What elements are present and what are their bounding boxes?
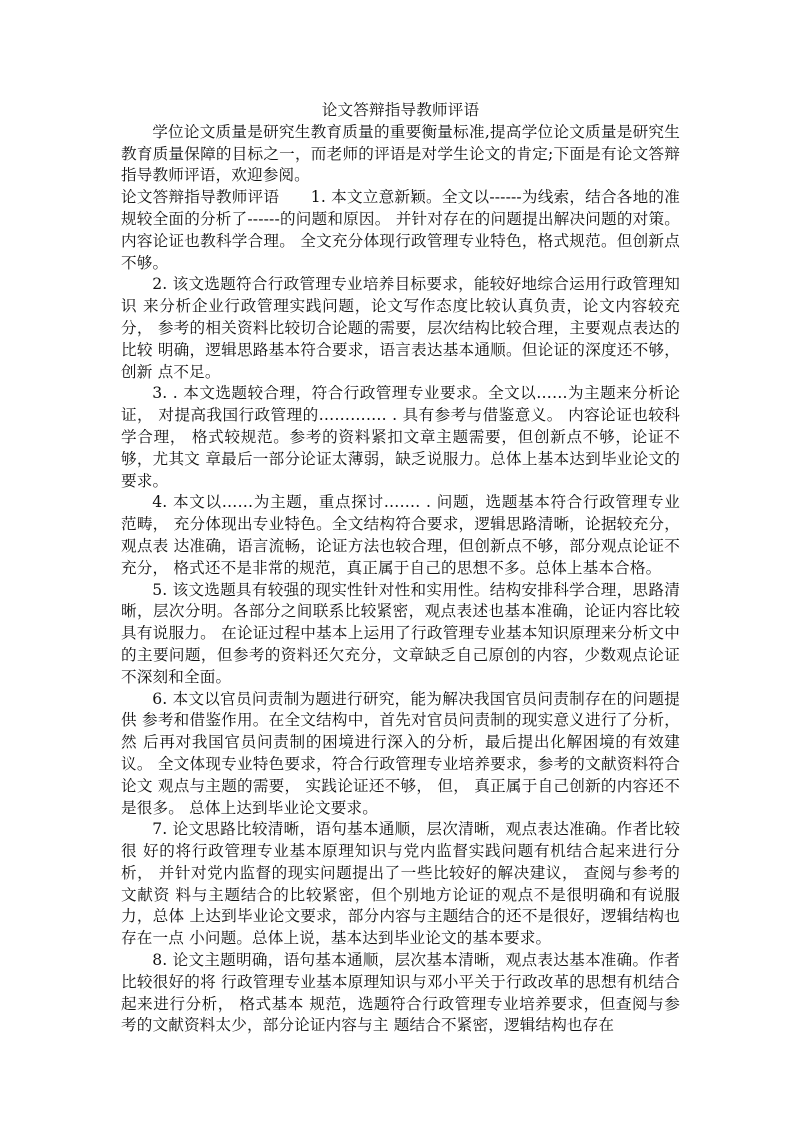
comment-paragraph-4: 4. 本文以……为主题，重点探讨……. . 问题，选题基本符合行政管理专业范畴， 充分体现出专业特色。全文结构符合要求，逻辑思路清晰，论据较充分，观点表 达准确，语言流畅，论证方法也较合理，但创新点不够，部分观点论证不充分， 格式还不是非常的规范，真正属于自己的思想不多。总体上基本合格。 bbox=[121, 493, 680, 577]
comment-paragraph-2: 2. 该文选题符合行政管理专业培养目标要求，能较好地综合运用行政管理知识 来分析企业行政管理实践问题，论文写作态度比较认真负责，论文内容较充分， 参考的相关资料比较切合论题的需要，层次结构比较合理，主要观点表达的比较 明确，逻辑思路基本符合要求，语言表达基本通顺。但论证的深度还不够，创新 点不足。 bbox=[121, 275, 680, 381]
document-body bbox=[121, 100, 680, 1037]
document-title: 论文答辩指导教师评语 bbox=[321, 101, 480, 119]
comment-paragraph-7: 7. 论文思路比较清晰，语句基本通顺，层次清晰，观点表达准确。作者比较很 好的将行政管理专业基本原理知识与党内监督实践问题有机结合起来进行分析， 并针对党内监督的现实问题提出了一些比较好的解决建议， 查阅与参考的文献资 料与主题结合的比较紧密，但个别地方论证的观点不是很明确和有说服力，总体 上达到毕业论文要求，部分内容与主题结合的还不是很好，逻辑结构也存在一点 小问题。总体上说，基本达到毕业论文的基本要求。 bbox=[121, 820, 680, 948]
intro-paragraph: 学位论文质量是研究生教育质量的重要衡量标准,提高学位论文质量是研究生教育质量保障的目标之一，而老师的评语是对学生论文的肯定;下面是有论文答辩指导教师评语，欢迎参阅。 bbox=[121, 122, 680, 185]
comment-paragraph-1: 论文答辩指导教师评语 1. 本文立意新颖。全文以------为线索，结合各地的准规较全面的分析了------的问题和原因。 并针对存在的问题提出解决问题的对策。 内容论证也教科学合理。 全文充分体现行政管理专业特色，格式规范。但创新点不够。 bbox=[121, 188, 680, 272]
comment-paragraph-6: 6. 本文以官员问责制为题进行研究，能为解决我国官员问责制存在的问题提供 参考和借鉴作用。在全文结构中，首先对官员问责制的现实意义进行了分析，然 后再对我国官员问责制的困境进行深入的分析，最后提出化解困境的有效建议。 全文体现专业特色要求，符合行政管理专业培养要求，参考的文献资料符合论文 观点与主题的需要， 实践论证还不够， 但， 真正属于自己创新的内容还不是很多。 总体上达到毕业论文要求。 bbox=[121, 689, 680, 817]
comment-paragraph-3: 3. . 本文选题较合理，符合行政管理专业要求。全文以……为主题来分析论证， 对提高我国行政管理的…………. . 具有参考与借鉴意义。 内容论证也较科学合理， 格式较规范。参考的资料紧扣文章主题需要，但创新点不够，论证不够，尤其文 章最后一部分论证太薄弱，缺乏说服力。总体上基本达到毕业论文的要求。 bbox=[121, 384, 680, 490]
comment-paragraph-5: 5. 该文选题具有较强的现实性针对性和实用性。结构安排科学合理，思路清 晰，层次分明。各部分之间联系比较紧密，观点表述也基本准确，论证内容比较 具有说服力。 在论证过程中基本上运用了行政管理专业基本知识原理来分析文中 的主要问题，但参考的资料还欠充分，文章缺乏自己原创的内容，少数观点论证 不深刻和全面。 bbox=[121, 580, 680, 686]
comment-paragraph-8: 8. 论文主题明确，语句基本通顺，层次基本清晰，观点表达基本准确。作者比较很好的将 行政管理专业基本原理知识与邓小平关于行政改革的思想有机结合起来进行分析， 格式基本 规范，选题符合行政管理专业培养要求，但查阅与参考的文献资料太少，部分论证内容与主 题结合不紧密，逻辑结构也存在 bbox=[121, 951, 680, 1035]
